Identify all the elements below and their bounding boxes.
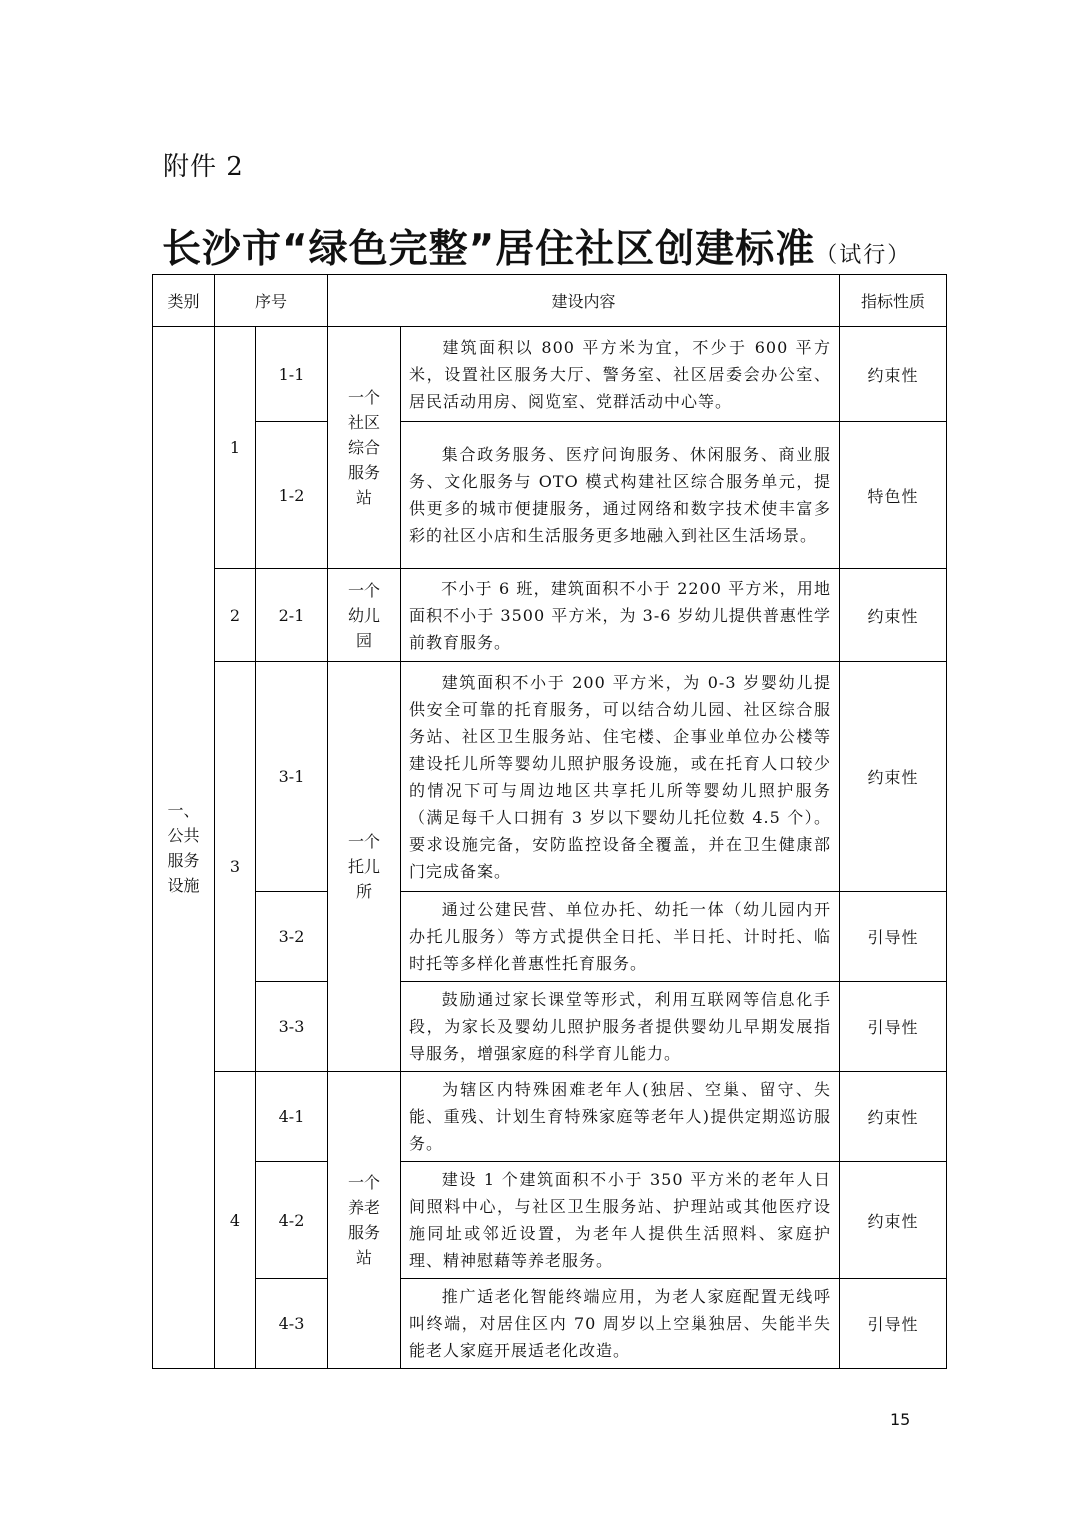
- facility-line: 一个: [348, 580, 381, 600]
- nature-cell: 约束性: [840, 569, 947, 662]
- table-row: [153, 327, 947, 422]
- facility-cell: [328, 1072, 401, 1369]
- category-cell: [153, 327, 215, 1369]
- category-line: 公共: [167, 825, 200, 845]
- category-line: 设施: [167, 875, 200, 895]
- nature-cell: 引导性: [840, 1279, 947, 1369]
- item-code: 3-3: [256, 982, 328, 1072]
- content-cell: [401, 569, 840, 662]
- header-content: 建设内容: [328, 275, 840, 327]
- standards-table: [152, 274, 947, 1369]
- facility-line: 一个: [348, 1173, 381, 1192]
- item-code: 3-2: [256, 892, 328, 982]
- table-row: [153, 1279, 947, 1369]
- group-number: 2: [215, 569, 256, 662]
- nature-cell: 约束性: [840, 327, 947, 422]
- item-code: 1-2: [256, 422, 328, 569]
- header-category: 类别: [153, 275, 215, 327]
- facility-line: 托儿: [348, 857, 381, 876]
- content-text: 鼓励通过家长课堂等形式，利用互联网等信息化手段，为家长及婴幼儿照护服务者提供婴幼儿早期发展指导服务，增强家庭的科学育儿能力。: [409, 990, 832, 1063]
- table-row: [153, 1162, 947, 1279]
- content-cell: [401, 1279, 840, 1369]
- header-serial: 序号: [215, 275, 328, 327]
- content-text: 不小于 6 班，建筑面积不小于 2200 平方米，用地面积不小于 3500 平方米，为 3-6 岁幼儿提供普惠性学前教育服务。: [409, 578, 832, 652]
- facility-line: 服务: [348, 1223, 381, 1242]
- content-text: 为辖区内特殊困难老年人(独居、空巢、留守、失能、重残、计划生育特殊家庭等老年人)提供定期巡访服务。: [409, 1080, 832, 1153]
- item-code: 2-1: [256, 569, 328, 662]
- facility-line: 所: [356, 882, 373, 901]
- table-header-row: [153, 275, 947, 327]
- content-text: 集合政务服务、医疗问询服务、休闲服务、商业服务、文化服务与 OTO 模式构建社区综合服务单元，提供更多的城市便捷服务，通过网络和数字技术使丰富多彩的社区小店和生活服务更多地融入到社区生活场景。: [409, 445, 832, 545]
- content-cell: [401, 662, 840, 892]
- item-code: 1-1: [256, 327, 328, 422]
- category-line: 服务: [167, 850, 200, 870]
- content-cell: [401, 892, 840, 982]
- content-cell: [401, 327, 840, 422]
- content-cell: [401, 982, 840, 1072]
- group-number: 4: [215, 1072, 256, 1369]
- page-number: 15: [890, 1410, 911, 1429]
- item-code: 4-1: [256, 1072, 328, 1162]
- facility-line: 养老: [348, 1198, 381, 1217]
- facility-line: 一个: [348, 388, 381, 407]
- facility-line: 社区: [348, 413, 381, 432]
- nature-cell: 约束性: [840, 1162, 947, 1279]
- facility-line: 站: [356, 1248, 373, 1267]
- facility-line: 园: [356, 630, 373, 650]
- nature-cell: 引导性: [840, 892, 947, 982]
- item-code: 3-1: [256, 662, 328, 892]
- table-row: [153, 422, 947, 569]
- item-code: 4-2: [256, 1162, 328, 1279]
- title-main: 长沙市“绿色完整”居住社区创建标准: [162, 227, 816, 272]
- facility-cell: [328, 327, 401, 569]
- group-number: 3: [215, 662, 256, 1072]
- header-nature: 指标性质: [840, 275, 947, 327]
- table-row: [153, 662, 947, 892]
- page-title: [162, 218, 911, 274]
- facility-cell: [328, 569, 401, 662]
- category-line: 一、: [167, 800, 200, 820]
- content-cell: [401, 422, 840, 569]
- facility-cell: [328, 662, 401, 1072]
- nature-cell: 约束性: [840, 662, 947, 892]
- table-row: [153, 569, 947, 662]
- content-text: 建设 1 个建筑面积不小于 350 平方米的老年人日间照料中心，与社区卫生服务站、护理站或其他医疗设施同址或邻近设置，为老年人提供生活照料、家庭护理、精神慰藉等养老服务。: [409, 1170, 832, 1270]
- nature-cell: 特色性: [840, 422, 947, 569]
- attachment-label: 附件 2: [163, 152, 244, 182]
- table-row: [153, 982, 947, 1072]
- facility-line: 幼儿: [348, 605, 381, 625]
- facility-line: 服务: [348, 463, 381, 482]
- content-text: 建筑面积不小于 200 平方米，为 0-3 岁婴幼儿提供安全可靠的托育服务，可以结合幼儿园、社区综合服务站、社区卫生服务站、住宅楼、企事业单位办公楼等建设托儿所等婴幼儿照护服务设施，或在托育人口较少的情况下可与周边地区共享托儿所等婴幼儿照护服务（满足每千人口拥有 3 岁以下婴幼儿托位数 4.5 个）。要求设施完备，安防监控设备全覆盖，并在卫生健康部门完成备案。: [409, 672, 832, 881]
- content-text: 通过公建民营、单位办托、幼托一体（幼儿园内开办托儿服务）等方式提供全日托、半日托、计时托、临时托等多样化普惠性托育服务。: [409, 900, 832, 973]
- nature-cell: 引导性: [840, 982, 947, 1072]
- group-number: 1: [215, 327, 256, 569]
- nature-cell: 约束性: [840, 1072, 947, 1162]
- content-cell: [401, 1162, 840, 1279]
- content-cell: [401, 1072, 840, 1162]
- content-text: 建筑面积以 800 平方米为宜，不少于 600 平方米，设置社区服务大厅、警务室、社区居委会办公室、居民活动用房、阅览室、党群活动中心等。: [409, 337, 832, 411]
- table-row: [153, 892, 947, 982]
- facility-line: 综合: [348, 438, 381, 457]
- item-code: 4-3: [256, 1279, 328, 1369]
- table-row: [153, 1072, 947, 1162]
- title-suffix: （试行）: [815, 243, 912, 268]
- content-text: 推广适老化智能终端应用，为老人家庭配置无线呼叫终端，对居住区内 70 周岁以上空巢独居、失能半失能老人家庭开展适老化改造。: [409, 1287, 832, 1360]
- facility-line: 站: [356, 488, 373, 507]
- facility-line: 一个: [348, 832, 381, 851]
